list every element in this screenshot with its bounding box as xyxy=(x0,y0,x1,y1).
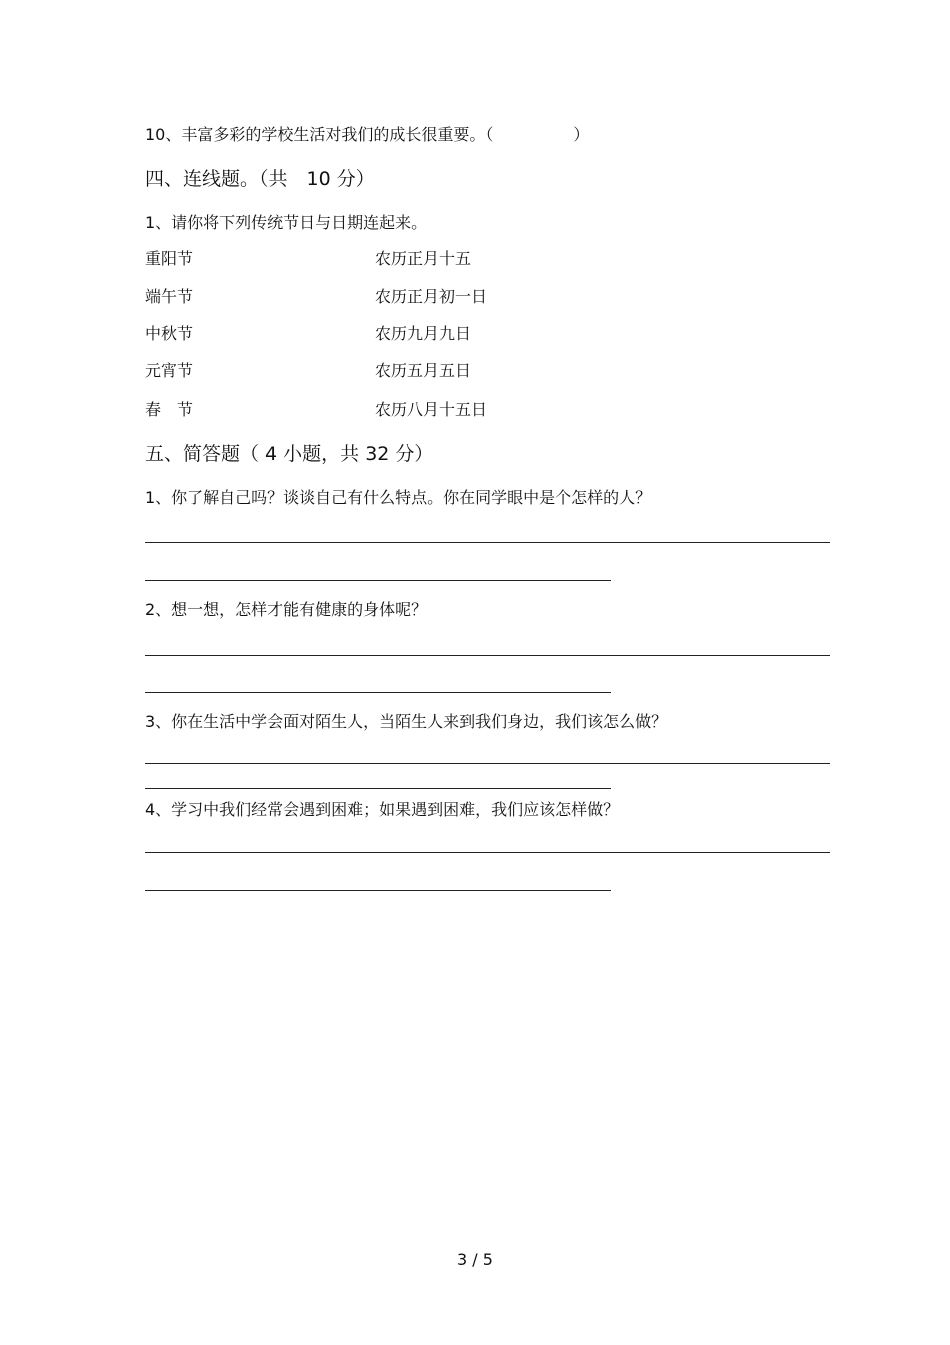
festival-item: 中秋节 xyxy=(145,324,194,343)
answer-line[interactable] xyxy=(145,580,611,581)
answer-line[interactable] xyxy=(145,692,611,693)
short-answer-question-3: 3、你在生活中学会面对陌生人，当陌生人来到我们身边，我们该怎么做？ xyxy=(145,712,668,731)
festival-item: 端午节 xyxy=(145,287,194,306)
date-item: 农历正月十五 xyxy=(375,249,472,268)
section-4-title: 四、连线题。（共 10 分） xyxy=(145,168,375,190)
section-5-title: 五、简答题（ 4 小题，共 32 分） xyxy=(145,443,434,465)
answer-line[interactable] xyxy=(145,788,611,789)
date-item: 农历五月五日 xyxy=(375,361,472,380)
answer-line[interactable] xyxy=(145,890,611,891)
festival-item: 重阳节 xyxy=(145,249,194,268)
answer-line[interactable] xyxy=(145,542,830,543)
festival-item: 元宵节 xyxy=(145,361,194,380)
question-10 xyxy=(145,127,589,143)
short-answer-question-2: 2、想一想，怎样才能有健康的身体呢？ xyxy=(145,600,428,619)
date-item: 农历正月初一日 xyxy=(375,287,488,306)
answer-line[interactable] xyxy=(145,852,830,853)
question-10-close: ） xyxy=(573,125,590,144)
answer-line[interactable] xyxy=(145,655,830,656)
festival-item: 春 节 xyxy=(145,400,194,419)
question-10-text: 10、丰富多彩的学校生活对我们的成长很重要。（ xyxy=(145,125,494,144)
answer-line[interactable] xyxy=(145,763,830,764)
short-answer-question-4: 4、学习中我们经常会遇到困难；如果遇到困难，我们应该怎样做？ xyxy=(145,800,620,819)
page-number: 3 / 5 xyxy=(457,1250,493,1269)
date-item: 农历九月九日 xyxy=(375,324,472,343)
date-item: 农历八月十五日 xyxy=(375,400,488,419)
short-answer-question-1: 1、你了解自己吗？谈谈自己有什么特点。你在同学眼中是个怎样的人？ xyxy=(145,488,652,507)
section-4-question-1: 1、请你将下列传统节日与日期连起来。 xyxy=(145,213,428,232)
